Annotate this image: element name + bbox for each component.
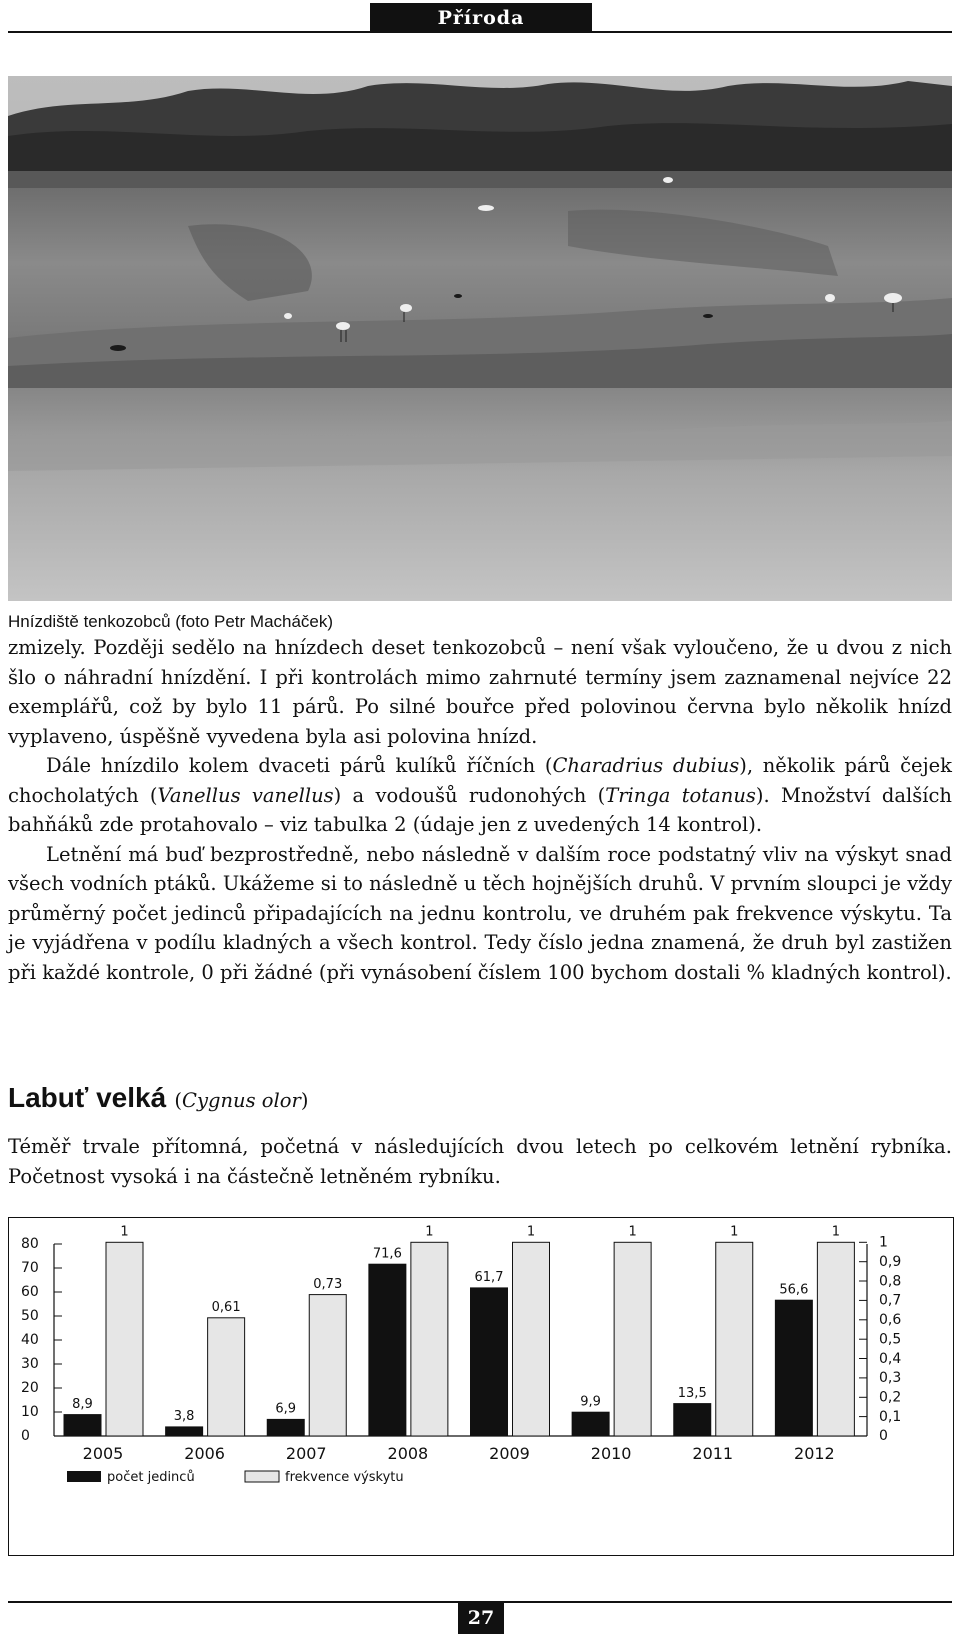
right-axis-tick-label: 0,6 [879, 1312, 902, 1328]
article-body [8, 633, 952, 987]
left-axis-tick-label: 80 [21, 1236, 39, 1253]
bar-frequency-label-2005: 1 [120, 1224, 129, 1240]
right-axis-tick-label: 0,3 [879, 1370, 902, 1387]
x-axis-category-label: 2012 [794, 1444, 835, 1463]
bar-frequency-2006 [208, 1318, 245, 1436]
right-axis-tick-label: 0 [879, 1428, 888, 1445]
bar-count-label-2012: 56,6 [779, 1282, 809, 1298]
paragraph-4: Téměř trvale přítomná, početná v následujících dvou letech po celkovém letnění rybníka. Početnost vysoká i na částečně letněném rybníku. [8, 1135, 952, 1188]
bar-frequency-label-2008: 1 [425, 1224, 434, 1240]
bar-count-2009 [471, 1288, 508, 1436]
bar-count-2012 [775, 1300, 812, 1436]
x-axis-category-label: 2005 [82, 1444, 124, 1463]
species-latin-name: Charadrius dubius [552, 754, 740, 777]
right-axis-tick-label: 0,9 [879, 1253, 902, 1270]
right-axis-tick-label: 0,8 [879, 1273, 902, 1290]
bar-count-2008 [369, 1264, 406, 1436]
bar-count-label-2008: 71,6 [372, 1246, 402, 1262]
x-axis-category-label: 2009 [489, 1444, 530, 1463]
right-axis-tick-label: 0,1 [879, 1408, 902, 1425]
x-axis-category-label: 2008 [387, 1444, 429, 1463]
paragraph-3: Letnění má buď bezprostředně, nebo následně v dalším roce podstatný vliv na výskyt snad všech vodních ptáků. Ukážeme si to následně u těch hojnějších druhů. V prvním sloupci je vždy průměrný počet jedinců připadajících na jednu kontrolu, ve druhém pak frekvence výskytu. Ta je vyjádřena v podílu kladných a všech kontrol. Tedy číslo jedna znamená, že druh byl zastižen při každé kontrole, 0 při žádné (při vynásobení číslem 100 bychom dostali % kladných kontrol). [8, 842, 952, 984]
bar-count-2005 [64, 1415, 101, 1436]
section-header: Příroda [370, 3, 592, 32]
bar-count-label-2009: 61,7 [474, 1270, 504, 1286]
legend-swatch-frequency [245, 1471, 279, 1482]
bar-frequency-2005 [106, 1242, 143, 1436]
left-axis-tick-label: 40 [21, 1332, 39, 1349]
paragraph-2: Dále hnízdilo kolem dvaceti párů kulíků říčních (Charadrius dubius), několik párů čejek chocholatých (Vanellus vanellus) a vodoušů rudonohých (Tringa totanus). Množství dalších bahňáků zde protahovalo – viz tabulka 2 (údaje jen z uvedených 14 kontrol). [8, 754, 952, 836]
x-axis-category-label: 2006 [184, 1444, 225, 1463]
bar-count-2011 [674, 1404, 711, 1436]
legend-swatch-count [67, 1471, 101, 1482]
bar-frequency-2009 [513, 1242, 550, 1436]
bar-frequency-label-2009: 1 [526, 1224, 536, 1240]
bar-frequency-2012 [817, 1242, 854, 1436]
species-description [8, 1132, 952, 1191]
bar-frequency-2010 [614, 1242, 651, 1436]
species-latin-name: Cygnus olor [182, 1089, 301, 1112]
bar-frequency-2008 [411, 1242, 448, 1436]
chart-frame [8, 1217, 954, 1556]
left-axis-tick-label: 60 [21, 1284, 39, 1301]
right-axis-tick-label: 0,4 [879, 1350, 902, 1367]
species-common-name: Labuť velká [8, 1082, 167, 1113]
paragraph-1: zmizely. Později sedělo na hnízdech deset tenkozobců – není však vyloučeno, že u dvou z nich šlo o náhradní hnízdění. I při kontrolách mimo zahrnuté termíny jsem zaznamenal nejvíce 22 exemplářů, což by bylo 11 párů. Po silné bouřce před polovinou června bylo několik hnízd vyplaveno, úspěšně vyvedena byla asi polovina hnízd. [8, 636, 952, 748]
photo-caption: Hnízdiště tenkozobců (foto Petr Macháček) [8, 612, 334, 631]
x-axis-category-label: 2011 [692, 1444, 734, 1463]
page-number: 27 [458, 1603, 504, 1634]
bar-count-2006 [166, 1427, 203, 1436]
right-axis-tick-label: 1 [879, 1234, 888, 1251]
left-axis-tick-label: 10 [21, 1404, 39, 1421]
legend-label-frequency: frekvence výskytu [285, 1470, 404, 1485]
species-latin-name: Tringa totanus [605, 783, 756, 807]
bar-count-label-2007: 6,9 [275, 1401, 297, 1417]
left-axis-tick-label: 70 [21, 1260, 39, 1277]
bar-frequency-2011 [716, 1242, 753, 1436]
bar-frequency-label-2006: 0,61 [211, 1300, 241, 1315]
legend-label-count: počet jedinců [107, 1470, 195, 1485]
right-axis-tick-label: 0,5 [879, 1331, 902, 1348]
species-heading: Labuť velká (Cygnus olor) [8, 1082, 309, 1113]
left-axis-tick-label: 20 [21, 1380, 39, 1397]
bar-count-label-2006: 3,8 [173, 1409, 195, 1425]
left-axis-tick-label: 0 [21, 1428, 30, 1445]
header-rule [8, 31, 952, 33]
bar-count-label-2005: 8,9 [72, 1396, 93, 1412]
photo-image [8, 76, 952, 601]
bar-frequency-label-2011: 1 [730, 1224, 739, 1240]
species-latin-name: Vanellus vanellus [157, 783, 334, 807]
bar-frequency-label-2010: 1 [628, 1224, 637, 1240]
bar-frequency-label-2012: 1 [831, 1224, 841, 1240]
bar-frequency-2007 [309, 1295, 346, 1436]
right-axis-tick-label: 0,2 [879, 1389, 902, 1406]
photo-wetland [8, 76, 952, 601]
left-axis-tick-label: 30 [21, 1356, 39, 1373]
right-axis-tick-label: 0,7 [879, 1292, 902, 1309]
bar-count-2010 [572, 1412, 609, 1436]
bar-count-2007 [267, 1419, 304, 1436]
x-axis-category-label: 2010 [590, 1444, 632, 1463]
chart-plot-group [21, 1225, 901, 1486]
bar-frequency-label-2007: 0,73 [313, 1276, 343, 1292]
x-axis-category-label: 2007 [285, 1444, 327, 1463]
bar-count-label-2010: 9,9 [580, 1394, 601, 1410]
bar-count-label-2011: 13,5 [677, 1385, 707, 1401]
bar-chart [9, 1218, 953, 1555]
left-axis-tick-label: 50 [21, 1308, 39, 1325]
